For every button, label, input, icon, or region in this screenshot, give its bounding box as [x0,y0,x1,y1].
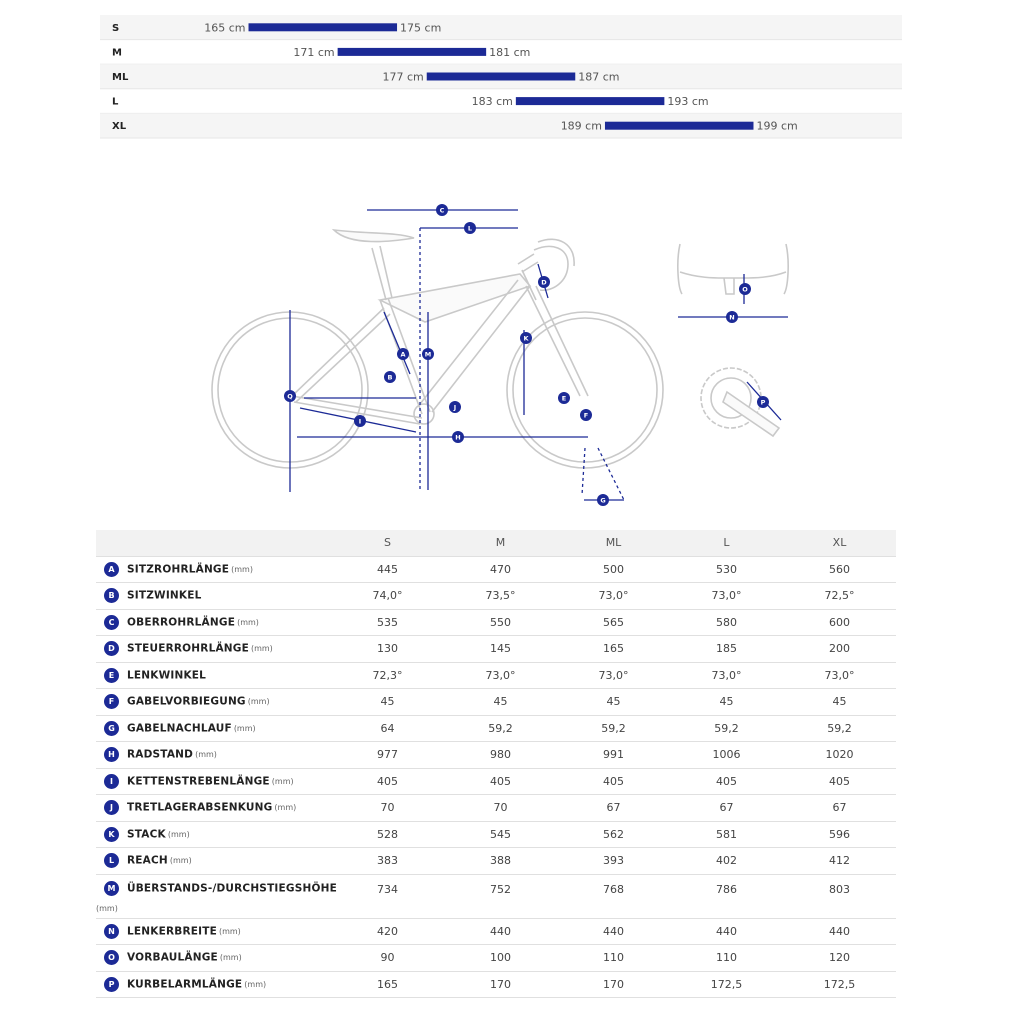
svg-text:F: F [583,411,589,420]
table-row [96,689,896,716]
measurement-value: 73,0° [557,583,670,610]
measurement-value: 172,5 [670,971,783,998]
measurement-value: 980 [444,742,557,769]
diagram-marker-b [384,371,396,383]
measurement-value: 100 [444,945,557,972]
measurement-value: 803 [783,874,896,918]
measurement-value: 402 [670,848,783,875]
table-header-row [96,530,896,556]
diagram-marker-l [464,222,476,234]
measurement-value: 600 [783,609,896,636]
measurement-value: 64 [331,715,444,742]
measurement-value: 565 [557,609,670,636]
svg-text:G: G [600,496,606,505]
measurement-unit: (mm) [195,750,217,760]
measurement-label-cell [96,874,337,918]
svg-text:N: N [729,313,735,322]
table-row [96,874,896,918]
measurement-label-cell [96,768,331,795]
svg-text:M: M [424,350,432,359]
measurement-label-cell [96,742,331,769]
measurement-value: 393 [557,848,670,875]
svg-text:J: J [453,403,457,412]
size-row [100,46,902,64]
table-header-cell: M [444,530,557,556]
measurement-value: 405 [670,768,783,795]
measurement-value: 59,2 [444,715,557,742]
measurement-value: 72,5° [783,583,896,610]
measurement-value: 110 [557,945,670,972]
measurement-label-cell [96,848,331,875]
measurement-name: STEUERROHRLÄNGE [127,642,249,655]
measurement-value: 977 [331,742,444,769]
measurement-value: 440 [783,918,896,945]
measurement-value: 73,0° [670,662,783,689]
saddle [334,230,414,242]
measurement-value: 59,2 [783,715,896,742]
measurement-value: 67 [670,795,783,822]
size-range-bar [338,48,487,56]
measurement-value: 67 [557,795,670,822]
measurement-name: KURBELARMLÄNGE [127,978,243,991]
measurement-value: 73,0° [444,662,557,689]
measurement-value: 580 [670,609,783,636]
measurement-key-badge: E [104,668,119,683]
measurement-value: 991 [557,742,670,769]
measurement-name: REACH [127,854,168,867]
stem [518,254,538,272]
measurement-value: 405 [331,768,444,795]
measurement-label-cell [96,636,331,663]
table-row [96,821,896,848]
measurement-unit: (mm) [237,617,259,627]
svg-text:K: K [523,334,529,343]
measurement-value: 90 [331,945,444,972]
size-range-bar [605,122,754,130]
measurement-value: 130 [331,636,444,663]
measurement-name: GABELNACHLAUF [127,722,232,735]
size-row [100,64,902,89]
measurement-name: LENKERBREITE [127,925,217,938]
measurement-key-badge: J [104,800,119,815]
measurement-label-cell [96,715,331,742]
measurement-label-cell [96,918,331,945]
measurement-key-badge: M [104,881,119,896]
diagram-marker-e [558,392,570,404]
svg-text:A: A [400,350,406,359]
svg-text:E: E [561,394,567,403]
measurement-value: 470 [444,556,557,583]
measurement-value: 550 [444,609,557,636]
size-label: L [112,96,119,108]
measurement-value: 200 [783,636,896,663]
measurement-value: 165 [557,636,670,663]
chainring [414,404,434,424]
diagram-marker-i [354,415,366,427]
measurement-value: 388 [444,848,557,875]
measurement-key-badge: K [104,827,119,842]
size-range-bar [249,23,398,31]
measurement-value: 73,0° [670,583,783,610]
measurement-value: 45 [670,689,783,716]
table-row [96,918,896,945]
size-range-bar [516,97,665,105]
table-row [96,848,896,875]
measurement-label-cell [96,945,331,972]
measurement-unit: (mm) [271,776,294,786]
size-range-bar [427,73,576,81]
measurement-value: 734 [331,874,444,918]
size-row [100,113,902,138]
table-row [96,609,896,636]
measurement-unit: (mm) [219,953,242,963]
measurement-value: 59,2 [557,715,670,742]
measurement-unit: (mm) [250,644,273,654]
measurement-name: TRETLAGERABSENKUNG [127,801,273,814]
measurement-value: 170 [444,971,557,998]
range-max-label: 175 cm [400,21,442,35]
svg-text:P: P [760,398,766,407]
measurement-value: 110 [670,945,783,972]
range-max-label: 193 cm [667,95,709,109]
measurement-name: LENKWINKEL [127,669,207,682]
measurement-value: 73,5° [444,583,557,610]
measurement-name: SITZROHRLÄNGE [127,563,230,576]
measurement-value: 440 [670,918,783,945]
measurement-key-badge: F [104,694,119,709]
measurement-value: 185 [670,636,783,663]
measurement-value: 405 [444,768,557,795]
measurement-label-cell [96,662,331,689]
table-header-cell: XL [783,530,896,556]
measurement-value: 445 [331,556,444,583]
table-row [96,715,896,742]
measurement-name: STACK [127,828,166,841]
measurement-value: 1006 [670,742,783,769]
measurement-unit: (mm) [96,903,118,913]
measurement-value: 581 [670,821,783,848]
diagram-marker-j [449,401,461,413]
diagram-marker-h [452,431,464,443]
size-label: ML [112,72,129,83]
measurement-name: SITZWINKEL [127,589,202,602]
measurement-value: 45 [783,689,896,716]
handlebar-detail-diagram [668,232,798,332]
table-row [96,583,896,610]
measurement-label-cell [96,583,331,610]
geometry-table [96,530,896,998]
measurement-value: 72,3° [331,662,444,689]
measurement-value: 45 [444,689,557,716]
measurement-key-badge: L [104,853,119,868]
range-min-label: 183 cm [471,95,513,109]
measurement-label-cell [96,556,331,583]
measurement-value: 170 [557,971,670,998]
measurement-unit: (mm) [167,829,190,839]
measurement-value: 752 [444,874,557,918]
measurement-unit: (mm) [274,803,297,813]
bike-geometry-diagram [200,190,680,515]
measurement-name: KETTENSTREBENLÄNGE [127,775,270,788]
measurement-value: 67 [783,795,896,822]
svg-text:C: C [439,206,445,215]
measurement-value: 45 [331,689,444,716]
measurement-label-cell [96,821,331,848]
diagram-marker-q [284,390,296,402]
svg-text:H: H [455,433,461,442]
measurement-unit: (mm) [218,926,241,936]
measurement-unit: (mm) [247,697,270,707]
measurement-value: 440 [444,918,557,945]
measurement-unit: (mm) [169,856,192,866]
diagram-marker-f [580,409,592,421]
measurement-value: 545 [444,821,557,848]
measurement-value: 440 [557,918,670,945]
table-row [96,742,896,769]
measurement-value: 500 [557,556,670,583]
measurement-value: 70 [444,795,557,822]
diagram-marker-m [422,348,434,360]
svg-text:I: I [358,417,362,426]
range-max-label: 187 cm [578,70,620,84]
measurement-value: 528 [331,821,444,848]
measurement-key-badge: O [104,950,119,965]
handlebar-shape [678,244,788,294]
svg-text:L: L [467,224,473,233]
svg-text:Q: Q [287,392,293,401]
size-row [100,95,902,113]
measurement-value: 73,0° [557,662,670,689]
measurement-key-badge: B [104,588,119,603]
seatpost [372,246,392,300]
measurement-value: 74,0° [331,583,444,610]
measurement-key-badge: I [104,774,119,789]
range-max-label: 181 cm [489,45,531,59]
measurement-value: 59,2 [670,715,783,742]
table-header-cell: S [331,530,444,556]
table-row [96,945,896,972]
table-row [96,768,896,795]
fork [526,286,588,396]
measurement-value: 420 [331,918,444,945]
measurement-key-badge: P [104,977,119,992]
measurement-label-cell [96,795,331,822]
measurement-value: 165 [331,971,444,998]
range-min-label: 171 cm [293,45,335,59]
measurement-value: 560 [783,556,896,583]
svg-text:B: B [387,373,393,382]
table-row [96,662,896,689]
table-header-cell: ML [557,530,670,556]
diagram-marker-a [397,348,409,360]
range-min-label: 177 cm [382,70,424,84]
measurement-value: 145 [444,636,557,663]
measurement-name: VORBAULÄNGE [127,951,218,964]
measurement-label-cell [96,609,331,636]
table-row [96,971,896,998]
measurement-value: 70 [331,795,444,822]
measurement-key-badge: A [104,562,119,577]
measurement-value: 530 [670,556,783,583]
measurement-value: 383 [331,848,444,875]
crank-detail-diagram [695,362,795,452]
measurement-value: 172,5 [783,971,896,998]
measurement-label-cell [96,971,331,998]
measurement-key-badge: C [104,615,119,630]
measurement-unit: (mm) [244,979,267,989]
measurement-value: 786 [670,874,783,918]
measurement-value: 768 [557,874,670,918]
measurement-value: 562 [557,821,670,848]
diagram-marker-g [597,494,609,506]
svg-text:O: O [742,285,748,294]
measurement-value: 45 [557,689,670,716]
range-min-label: 189 cm [560,119,602,133]
table-row [96,556,896,583]
measurement-value: 412 [783,848,896,875]
size-label: XL [112,121,127,133]
measurement-value: 120 [783,945,896,972]
measurement-unit: (mm) [233,723,256,733]
measurement-label-cell [96,689,331,716]
measurement-name: GABELVORBIEGUNG [127,695,246,708]
measurement-key-badge: N [104,924,119,939]
table-header-cell: L [670,530,783,556]
diagram-marker-k [520,332,532,344]
svg-text:D: D [541,278,547,287]
diagram-marker-d [538,276,550,288]
measurement-unit: (mm) [231,564,253,574]
measurement-value: 405 [783,768,896,795]
frame-seat-stays [292,308,390,402]
table-row [96,795,896,822]
measurement-value: 73,0° [783,662,896,689]
measurement-key-badge: D [104,641,119,656]
measurement-value: 535 [331,609,444,636]
measurement-value: 405 [557,768,670,795]
measurement-name: RADSTAND [127,748,194,761]
size-label: S [112,22,120,34]
size-row [100,15,902,40]
range-max-label: 199 cm [756,119,798,133]
stem-detail [724,278,734,294]
range-min-label: 165 cm [204,21,246,35]
measurement-name: ÜBERSTANDS-/DURCHSTIEGSHÖHE [127,882,337,894]
measurement-key-badge: G [104,721,119,736]
diagram-marker-c [436,204,448,216]
measurement-name: OBERROHRLÄNGE [127,616,236,629]
size-label: M [112,47,122,59]
measurement-value: 1020 [783,742,896,769]
size-range-chart [100,14,902,140]
table-header-cell [96,530,331,556]
table-row [96,636,896,663]
measurement-value: 596 [783,821,896,848]
measurement-key-badge: H [104,747,119,762]
